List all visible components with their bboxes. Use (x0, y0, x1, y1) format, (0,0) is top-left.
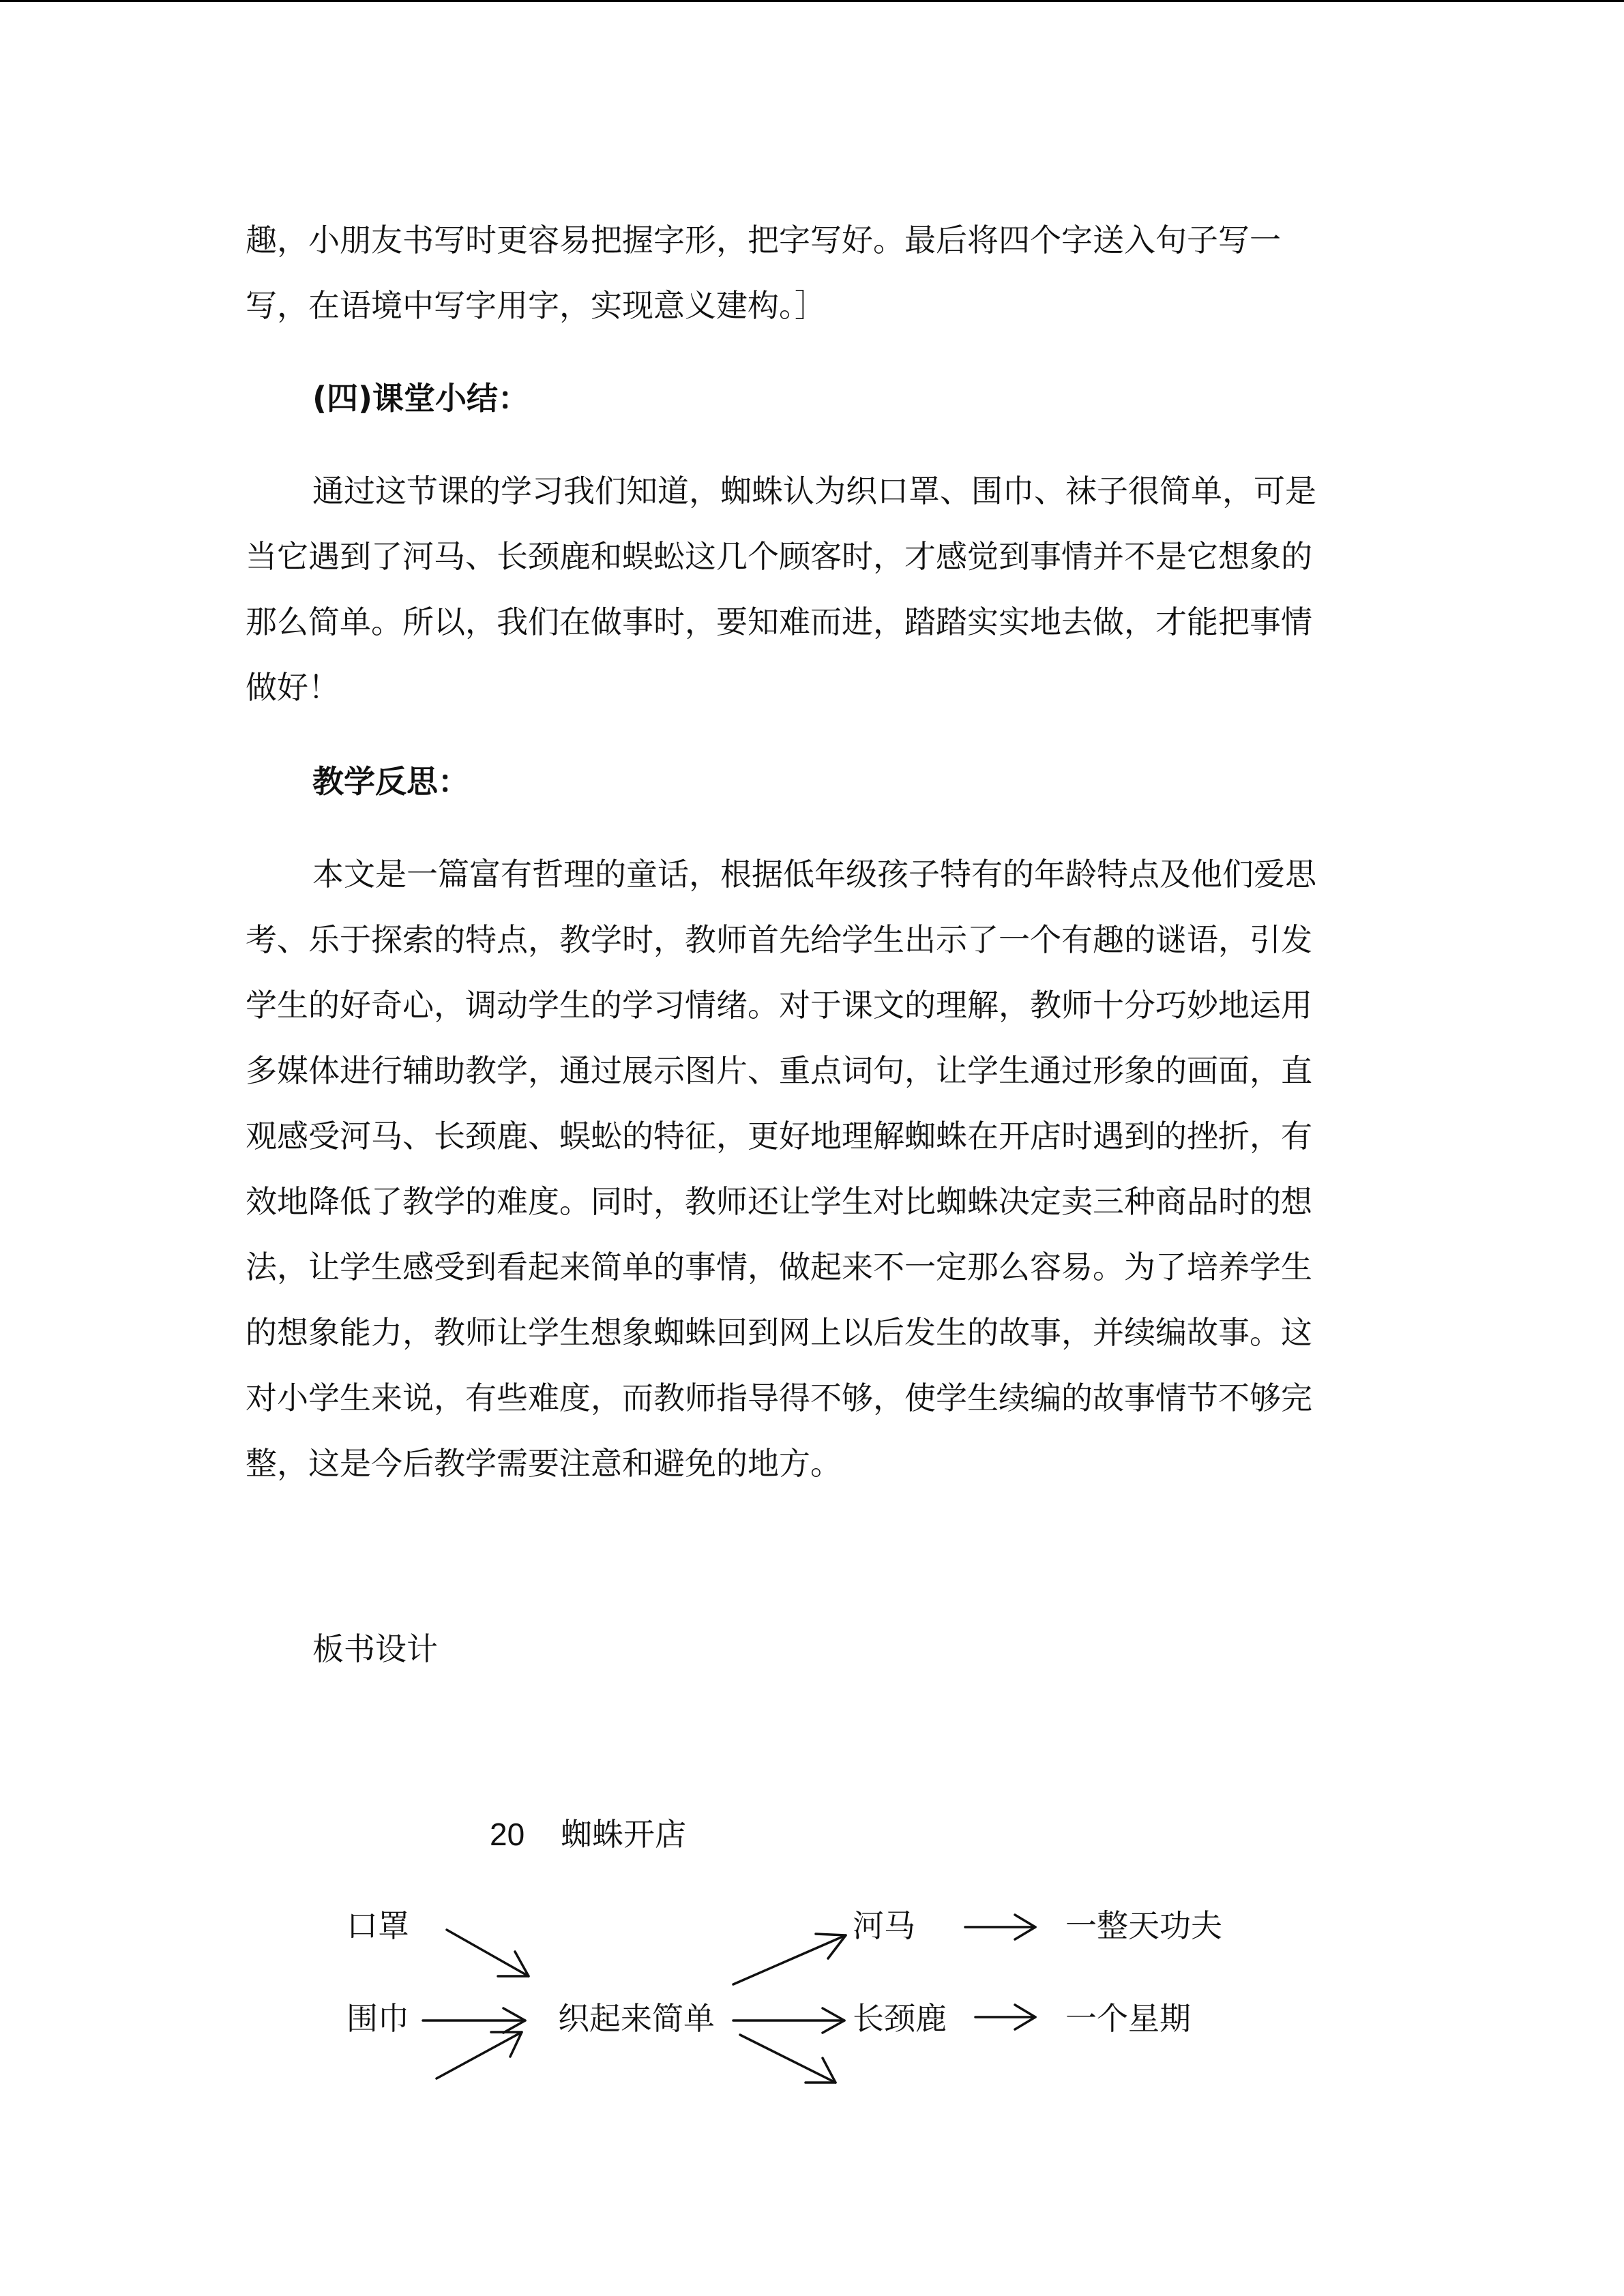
reflection-line-9: 对小学生来说，有些难度，而教师指导得不够，使学生续编的故事情节不够完 (246, 1380, 1312, 1416)
arrow-scarf-to-center (423, 2008, 525, 2033)
arrow-sock-to-center (437, 2032, 522, 2078)
customer-giraffe: 长颈鹿 (853, 2000, 947, 2037)
lesson-title: 蜘蛛开店 (561, 1816, 686, 1853)
reflection-line-4: 多媒体进行辅助教学，通过展示图片、重点词句，让学生通过形象的画面，直 (246, 1052, 1312, 1089)
arrow-giraffe-to-duration (975, 2005, 1035, 2029)
reflection-line-3: 学生的好奇心，调动学生的学习情绪。对于课文的理解，教师十分巧妙地运用 (246, 987, 1312, 1024)
item-scarf: 围巾 (346, 2000, 409, 2037)
reflection-line-2: 考、乐于探索的特点，教学时，教师首先给学生出示了一个有趣的谜语，引发 (246, 921, 1312, 958)
arrow-mask-to-center (447, 1930, 529, 1976)
reflection-line-5: 观感受河马、长颈鹿、蜈蚣的特征，更好地理解蜘蛛在开店时遇到的挫折，有 (246, 1118, 1312, 1154)
arrow-hippo-to-duration (965, 1915, 1035, 1939)
reflection-line-7: 法，让学生感受到看起来简单的事情，做起来不一定那么容易。为了培养学生 (246, 1249, 1312, 1285)
para1-line-2: 写，在语境中写字用字，实现意义建构。］ (246, 287, 826, 324)
arrow-center-to-giraffe (733, 2008, 844, 2033)
arrow-center-to-hippo (733, 1934, 846, 1984)
arrow-center-to-centipede (740, 2035, 836, 2083)
item-mask: 口罩 (346, 1907, 409, 1944)
reflection-line-6: 效地降低了教学的难度。同时，教师还让学生对比蜘蛛决定卖三种商品时的想 (246, 1183, 1312, 1220)
board-heading: 板书设计 (312, 1630, 438, 1667)
reflection-line-1: 本文是一篇富有哲理的童话，根据低年级孩子特有的年龄特点及他们爱思 (312, 856, 1316, 893)
para1-line-1: 趣，小朋友书写时更容易把握字形，把字写好。最后将四个字送入句子写一 (246, 222, 1281, 258)
reflection-line-10: 整，这是今后教学需要注意和避免的地方。 (246, 1445, 842, 1482)
summary-line-4: 做好！ (246, 669, 340, 706)
summary-line-2: 当它遇到了河马、长颈鹿和蜈蚣这几个顾客时，才感觉到事情并不是它想象的 (246, 538, 1312, 575)
center-simple-to-knit: 织起来简单 (558, 2000, 715, 2037)
summary-line-1: 通过这节课的学习我们知道，蜘蛛认为织口罩、围巾、袜子很简单，可是 (312, 473, 1316, 509)
duration-one-week: 一个星期 (1065, 2000, 1191, 2037)
summary-line-3: 那么简单。所以，我们在做事时，要知难而进，踏踏实实地去做，才能把事情 (246, 603, 1312, 640)
reflection-line-8: 的想象能力，教师让学生想象蜘蛛回到网上以后发生的故事，并续编故事。这 (246, 1314, 1312, 1351)
customer-hippo: 河马 (853, 1907, 915, 1944)
summary-heading: (四)课堂小结： (312, 380, 530, 417)
duration-whole-day: 一整天功夫 (1065, 1907, 1222, 1944)
lesson-number: 20 (490, 1817, 525, 1852)
reflection-heading: 教学反思： (312, 763, 469, 800)
